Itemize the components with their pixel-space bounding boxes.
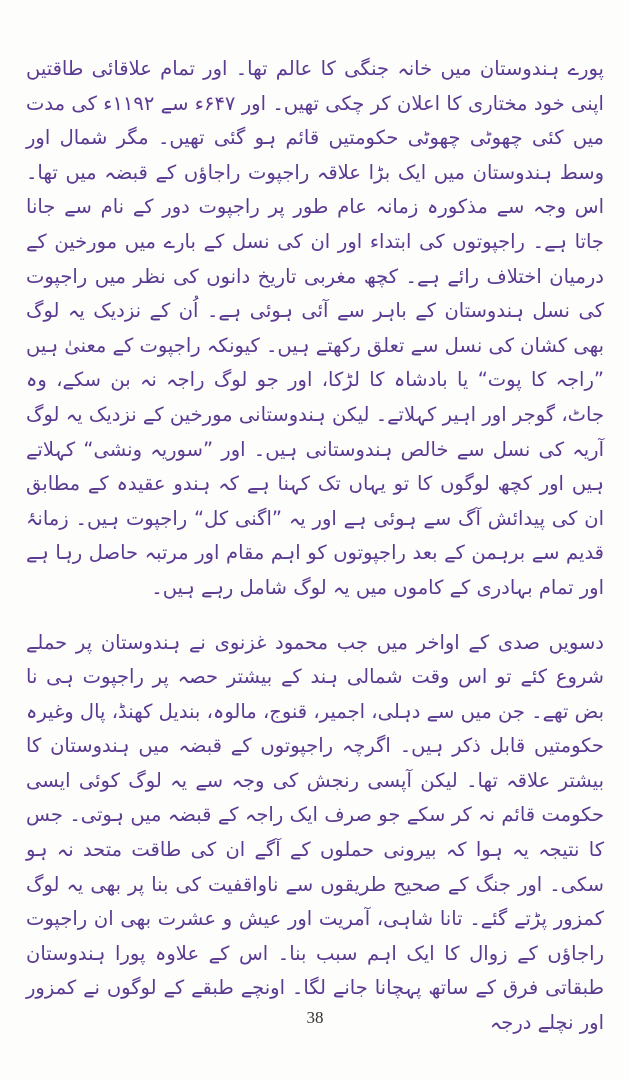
page-number: 38	[306, 1008, 324, 1027]
paragraph-1: پورے ہندوستان میں خانہ جنگی کا عالم تھا۔ اور تمام علاقائی طاقتیں اپنی خود مختاری کا اعلان کر چکی تھیں۔ اور ۶۴۷ء سے ۱۱۹۲ء کی مدت میں کئی چھوٹی چھوٹی حکومتیں قائم ہو گئی تھیں۔ مگر شمال اور وسط ہندوستان میں ایک بڑا علاقہ راجپوت راجاؤں کے قبضہ میں تھا۔ اس وجہ سے مذکورہ زمانہ عام طور پر راجپوت دور کے نام سے جانا جاتا ہے۔ راجپوتوں کی ابتداء اور ان کی نسل کے بارے میں مورخین کے درمیان اختلاف رائے ہے۔ کچھ مغربی تاریخ دانوں کی نظر میں راجپوت کی نسل ہندوستان کے باہر سے آئی ہوئی ہے۔ اُن کے نزدیک یہ لوگ بھی کشان کی نسل سے تعلق رکھتے ہیں۔ کیونکہ راجپوت کے معنیٰ ہیں ”راجہ کا پوت“ یا بادشاہ کا لڑکا، اور جو لوگ راجہ نہ بن سکے، وہ جاٹ، گوجر اور اہیر کہلاتے۔ لیکن ہندوستانی مورخین کے نزدیک یہ لوگ آریہ کی نسل سے خالص ہندوستانی ہیں۔ اور ”سوریہ ونشی“ کہلاتے ہیں اور کچھ لوگوں کا تو یہاں تک کہنا ہے کہ ہندو عقیدہ کے مطابق ان کی پیدائش آگ سے ہوئی ہے اور یہ ”اگنی کل“ راجپوت ہیں۔ زمانۂ قدیم سے برہمن کے بعد راجپوتوں کو اہم مقام اور مرتبہ حاصل رہا ہے اور تمام بہادری کے کاموں میں یہ لوگ شامل رہے ہیں۔	[26, 57, 604, 599]
body-text	[26, 52, 604, 1041]
paragraph-2: دسویں صدی کے اواخر میں جب محمود غزنوی نے ہندوستان پر حملے شروع کئے تو اس وقت شمالی ہند کے بیشتر حصہ پر راجپوت ہی نا بض تھے۔ جن میں سے دہلی، اجمیر، قنوج، مالوہ، بندیل کھنڈ، پال وغیرہ حکومتیں قابل ذکر ہیں۔ اگرچہ راجپوتوں کے قبضہ میں ہندوستان کا بیشتر علاقہ تھا۔ لیکن آپسی رنجش کی وجہ سے یہ لوگ کوئی ایسی حکومت قائم نہ کر سکے جو صرف ایک راجہ کے قبضہ میں ہوتی۔ جس کا نتیجہ یہ ہوا کہ بیرونی حملوں کے آگے ان کی طاقت متحد نہ ہو سکی۔ اور جنگ کے صحیح طریقوں سے ناواقفیت کی بنا پر بھی یہ لوگ کمزور پڑتے گئے۔ تانا شاہی، آمریت اور عیش و عشرت بھی ان راجپوت راجاؤں کے زوال کا ایک اہم سبب بنا۔ اس کے علاوہ پورا ہندوستان طبقاتی فرق کے ساتھ پہچانا جانے لگا۔ اونچے طبقے کے لوگوں نے کمزور اور نچلے درجہ	[26, 630, 604, 1035]
